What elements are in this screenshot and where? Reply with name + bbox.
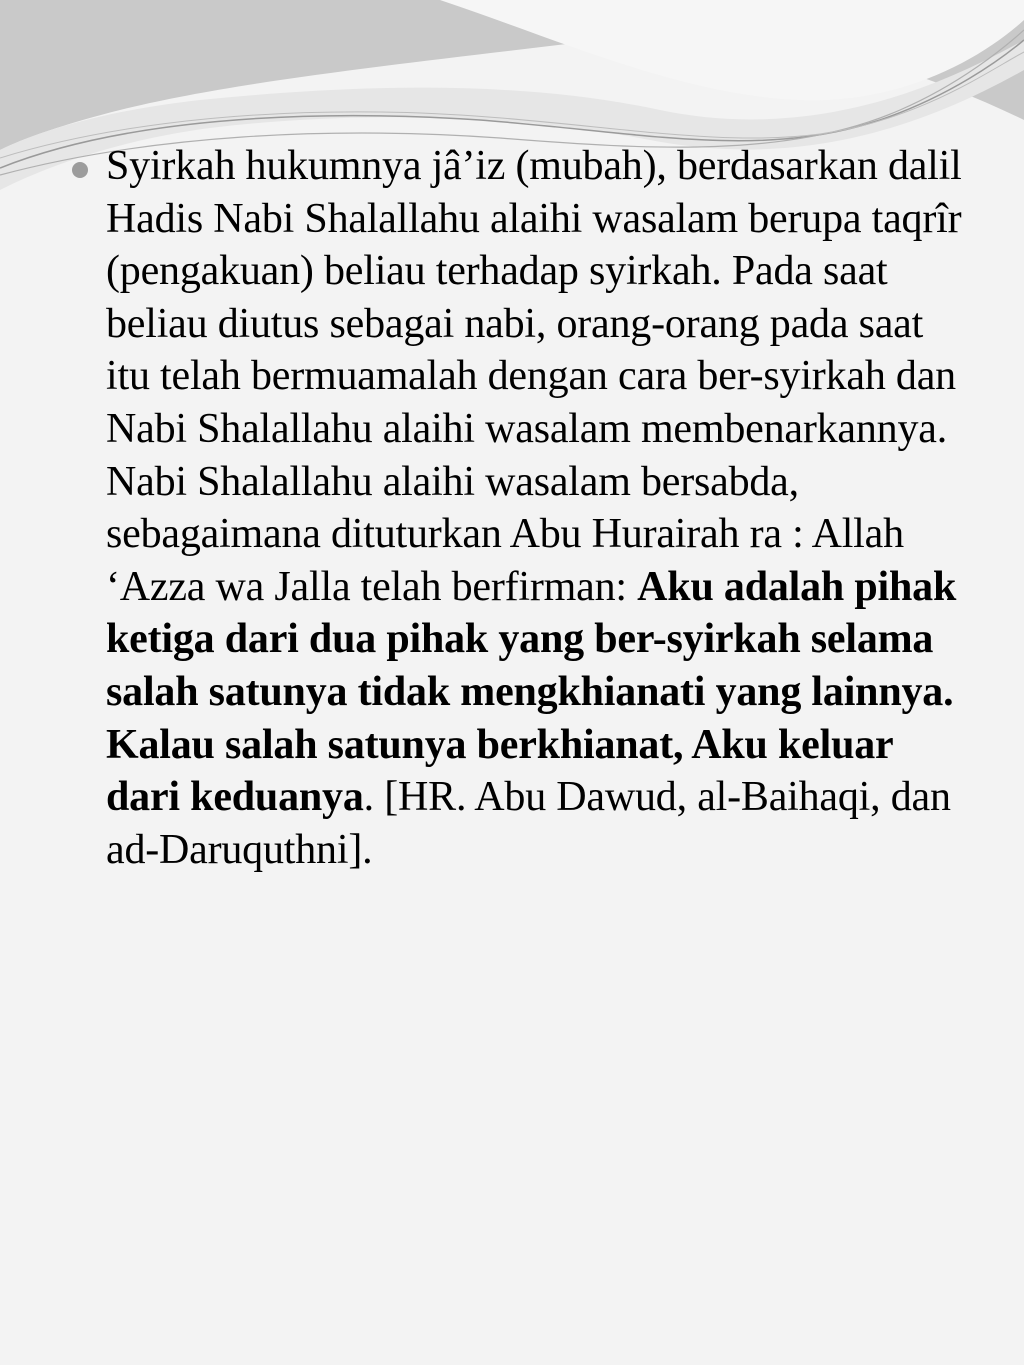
paragraph-text: Syirkah hukumnya jâ’iz (mubah), berdasarkan dalil Hadis Nabi Shalallahu alaihi wasalam berupa taqrîr (pengakuan) beliau terhadap syirkah. Pada saat beliau diutus sebagai nabi, orang-orang pada saat itu telah bermuamalah dengan cara ber-syirkah dan Nabi Shalallahu alaihi wasalam membenarkannya. Nabi Shalallahu alaihi wasalam bersabda, sebagaimana dituturkan Abu Hurairah ra : Allah ‘Azza wa Jalla telah berfirman: — [106, 143, 962, 610]
bullet-paragraph — [106, 140, 968, 876]
bullet-item — [68, 140, 968, 876]
paragraph-bold-quote: Aku adalah pihak ketiga dari dua pihak yang ber-syirkah selama salah satunya tidak mengkhianati yang lainnya. Kalau salah satunya berkhianat, Aku keluar dari keduanya — [106, 563, 957, 821]
bullet-dot-icon — [72, 162, 88, 178]
paragraph-citation: . [HR. Abu Dawud, al-Baihaqi, dan ad-Daruquthni]. — [106, 774, 951, 873]
slide-content — [68, 140, 968, 876]
